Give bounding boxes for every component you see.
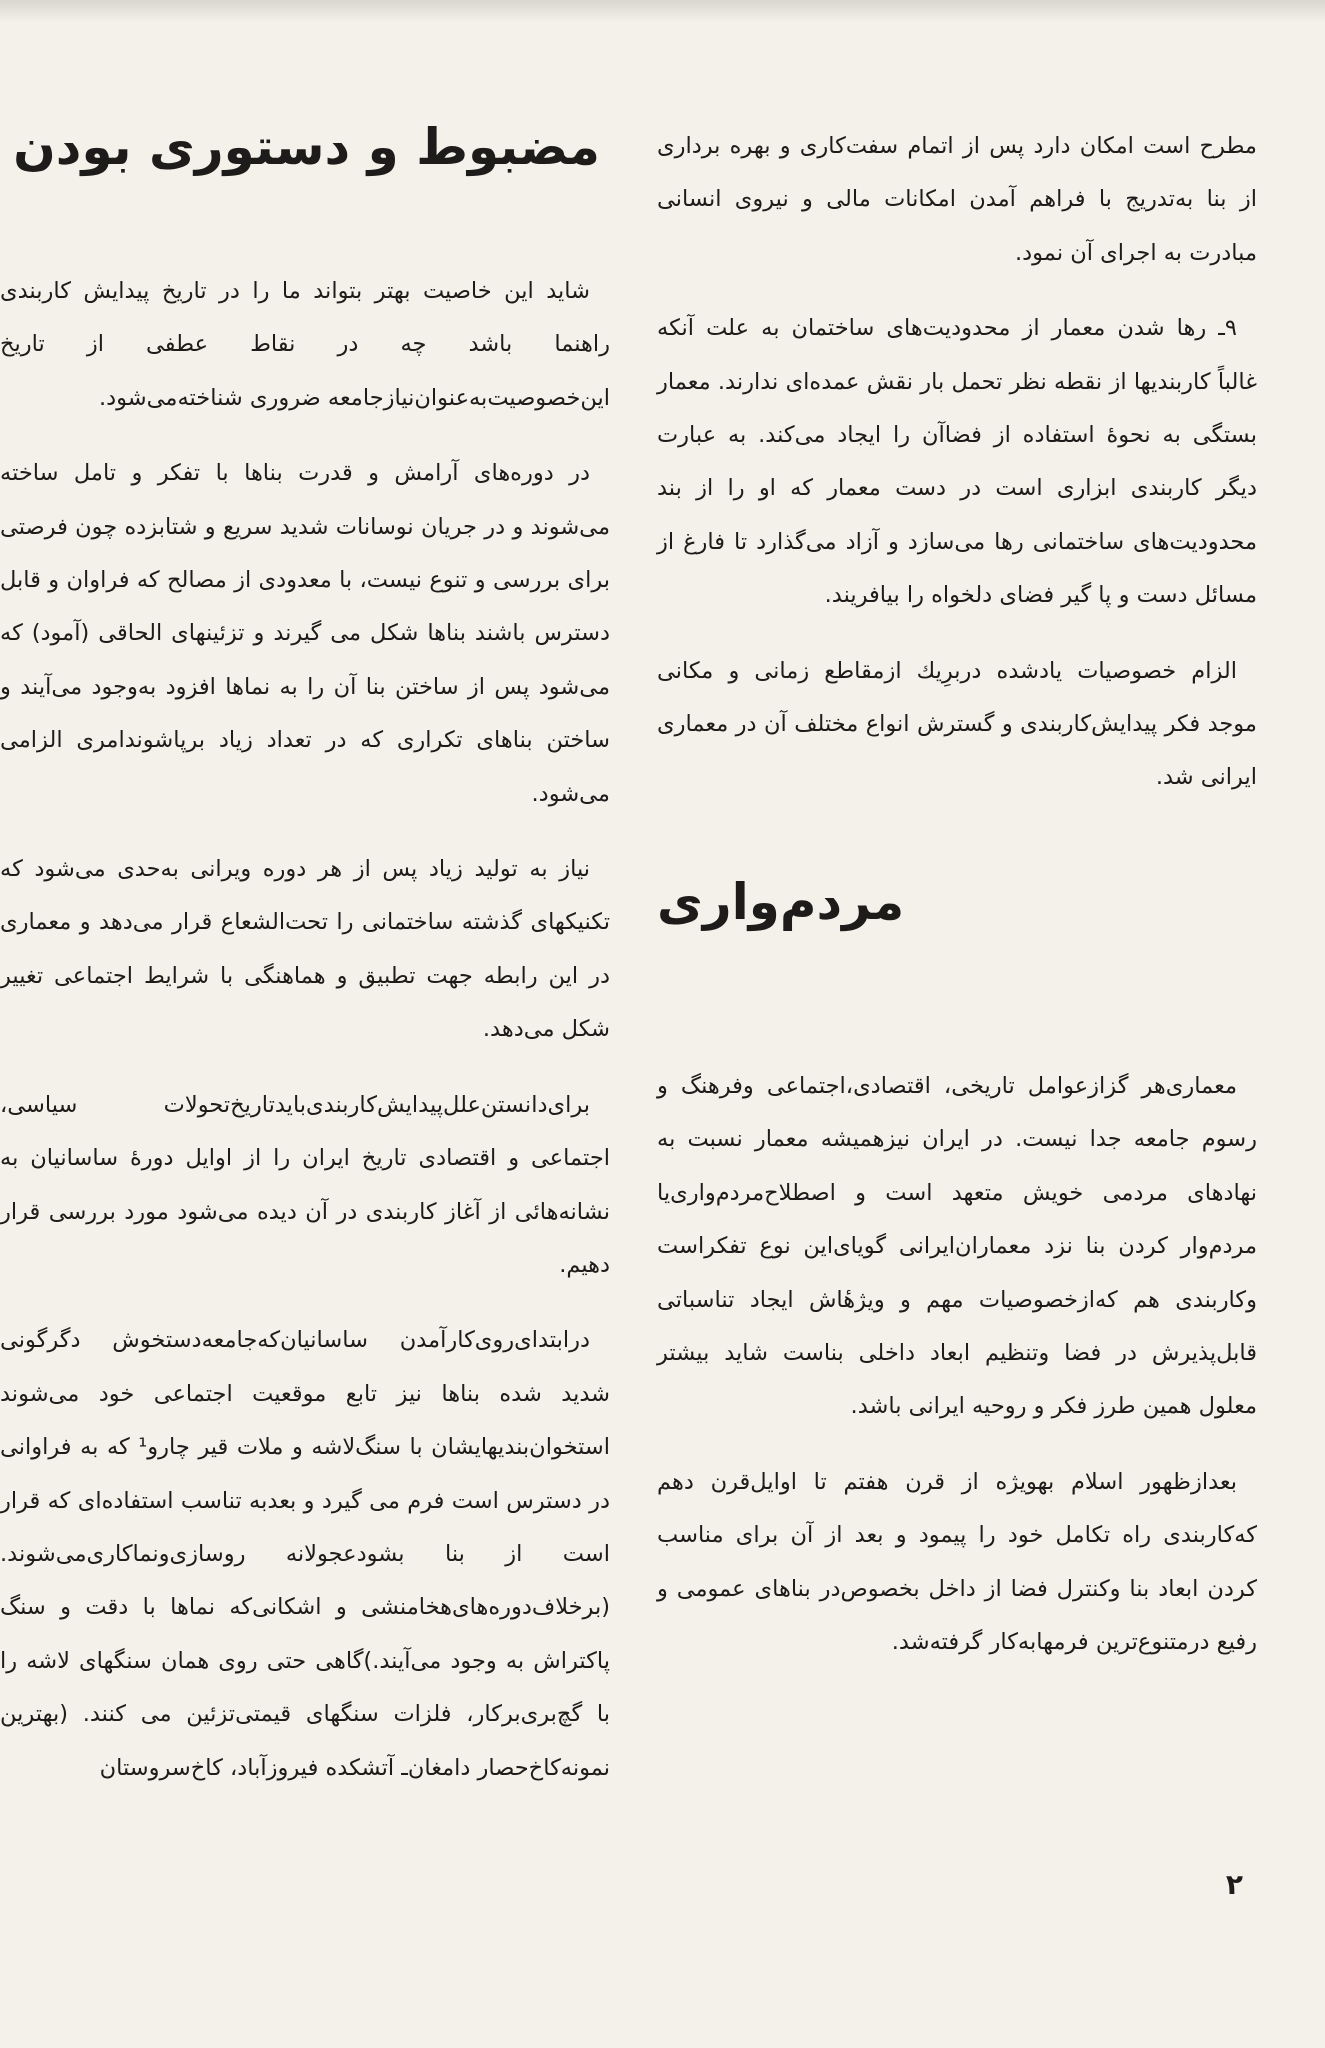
left-column	[0, 120, 610, 1817]
left-paragraph-3: نیاز به تولید زیاد پس از هر دوره ویرانی به‌حدی می‌شود که تکنیکهای گذشته ساختمانی را تحت‌الشعاع قرار می‌دهد و معماری در این رابطه جهت تطبیق و هماهنگی با شرایط اجتماعی تغییر شکل می‌دهد.	[0, 856, 610, 1043]
left-paragraph-1: شاید این خاصیت بهتر بتواند ما را در تاریخ پیدایش کاربندی راهنما باشد چه در نقاط عطفی از تاریخ این‌خصوصیت‌به‌عنوان‌نیازجامعه ضروری شناخته‌می‌شود.	[0, 278, 610, 411]
right-column	[657, 120, 1257, 1691]
right-paragraph-1: مطرح است امکان دارد پس از اتمام سفت‌کاری و بهره برداری از بنا به‌تدریج با فراهم آمدن امکانات مالی و نیروی انسانی مبادرت به اجرای آن نمود.	[657, 133, 1257, 266]
right-paragraph-4: معماری‌هر گزازعوامل تاریخی، اقتصادی،اجتماعی وفرهنگ و رسوم جامعه جدا نیست. در ایران نیزهمیشه معمار نسبت به نهادهای مردمی خویش متعهد است و اصطلاح‌مردم‌واری‌یا مردم‌وار کردن بنا نزد معماران‌ایرانی گویای‌این نوع تفکراست وکاربندی هم که‌ازخصوصیات مهم و ویژهٔاش ایجاد تناسباتی قابل‌پذیرش در فضا وتنظیم ابعاد داخلی بناست شاید بیشتر معلول همین طرز فکر و روحیه ایرانی باشد.	[657, 1072, 1257, 1420]
page-number: ۲	[1225, 1868, 1243, 1901]
right-paragraph-2: ۹ـ رها شدن معمار از محدودیت‌های ساختمان به علت آنکه غالباً کاربندیها از نقطه نظر تحمل بار نقش عمده‌ای ندارند. معمار بستگی به نحوهٔ استفاده از فضاآن را ایجاد می‌کند. به عبارت دیگر کاربندی ابزاری است در دست معمار که او را از بند محدودیت‌های ساختمانی رها می‌سازد و آزاد می‌گذارد تا فارغ از مسائل دست و پا گیر فضای دلخواه را بیافریند.	[657, 315, 1257, 609]
left-paragraph-5: درابتدای‌روی‌کار‌آمدن ساسانیان‌که‌جامعه‌دستخوش دگرگونی شدید شده بناها نیز تابع موقعیت اجتماعی خود می‌شوند استخوان‌بندیهایشان با سنگ‌لاشه و ملات قیر چارو¹ که به فراوانی در دسترس است فرم می گیرد و بعدبه تناسب استفاده‌ای که قرار است از بنا بشودعجولانه روسازی‌ونماکاری‌می‌شوند. (برخلاف‌دوره‌های‌هخامنشی و اشکانی‌که نماها با دقت و سنگ پاکتراش به وجود می‌آیند.)گاهی حتی روی همان سنگهای لاشه را با گچ‌بری‌برکار، فلزات سنگهای قیمتی‌تزئین می کنند. (بهترین نمونه‌کاخ‌حصار دامغان‌ـ آتشکده فیروزآباد، کاخ‌سروستان	[0, 1327, 610, 1781]
left-paragraph-2: در دوره‌های آرامش و قدرت بناها با تفکر و تامل ساخته می‌شوند و در جریان نوسانات شدید سریع و شتابزده چون فرصتی برای بررسی و تنوع نیست، با معدودی از مصالح که فراوان و قابل دسترس باشند بناها شکل می گیرند و تزئینهای الحاقی (آمود) که می‌شود پس از ساختن بنا آن را به نماها افزود به‌وجود می‌آیند و ساختن بناهای تکراری که در تعداد زیاد برپاشوندامری الزامی می‌شود.	[0, 460, 610, 807]
right-paragraph-3: الزام خصوصیات یادشده دربرِیك ازمقاطع زمانی و مکانی موجد فکر پیدایش‌کاربندی و گسترش انواع مختلف آن در معماری ایرانی شد.	[657, 657, 1257, 791]
right-paragraph-5: بعدازظهور اسلام بهویژه از قرن هفتم تا اوایل‌قرن دهم که‌کاربندی راه تکامل خود را پیمود و بعد از آن برای مناسب کردن ابعاد بنا وکنترل فضا از داخل بخصوص‌در بناهای عمومی و رفیع درمتنوع‌ترین فرمهابه‌کار گرفته‌شد.	[657, 1468, 1257, 1655]
left-paragraph-4: برای‌دانستن‌علل‌پیدایش‌کاربندی‌باید‌تاریخ‌تحولات سیاسی، اجتماعی و اقتصادی تاریخ ایران را از اوایل دورهٔ ساسانیان‌ به نشانه‌هائی از آغاز کاربندی در آن دیده می‌شود مورد بررسی قرار دهیم.	[0, 1091, 610, 1278]
section-heading-mardomvari: مردم‌واری	[657, 872, 905, 931]
section-heading-mazbut: مضبوط و دستوری بودن	[13, 118, 600, 176]
page-edge-shadow	[0, 0, 1325, 22]
